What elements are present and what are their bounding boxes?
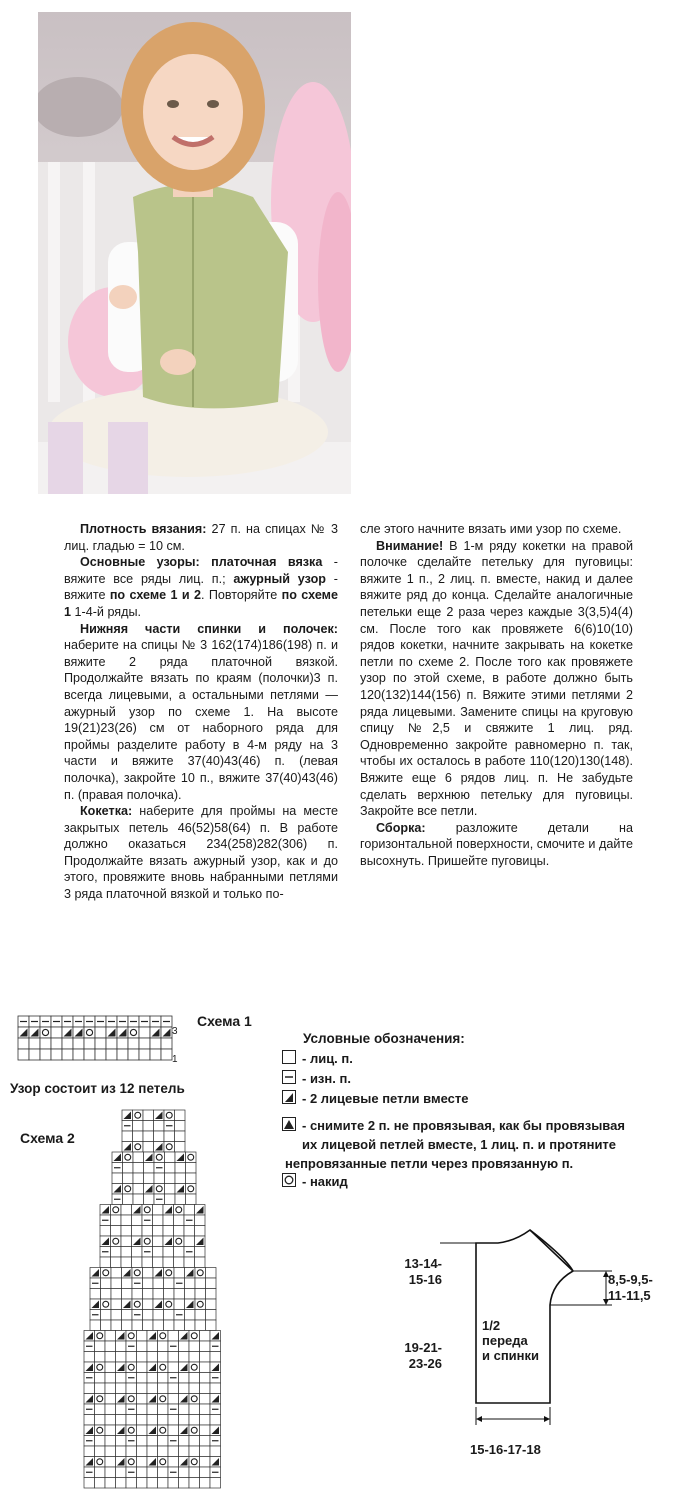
density-paragraph: Плотность вязания: 27 п. на спицах № 3 лиц. гладью = 10 см. [64,522,338,553]
yoke-paragraph: Кокетка: наберите для проймы на месте закрытых петель 46(52)58(64) п. В работе должно оказаться 234(258)282(306) п. Продолжайте вязать ажурный узор, как и до этого, провяжите вновь набранными петлями 3 ряда платочной вязкой и только по- [64,804,338,902]
yarn-over-icon [282,1173,296,1187]
scheme-1-chart [14,1014,184,1070]
lower-parts-paragraph: Нижняя части спинки и полочек: наберите на спицы № 3 162(174)186(198) п. и вяжите 2 ряда платочной вязкой. Продолжайте вязать по краям (полочки)3 п. всегда лицевыми, а остальными петлями — ажурный узор по схеме 1. На высоте 19(21)23(26) см от наборного ряда для проймы разделите работу в 4-м ряду на 3 части и вяжите 37(40)43(46) п. (левая полочка), закройте 10 п., вяжите 37(40)43(46) п. (правая полочка). [64,621,338,802]
legend-sk2p-line-3: непровязанные петли через провязанную п. [285,1156,574,1171]
armhole-measure: 13-14- 15-16 [404,1256,442,1287]
continued-paragraph: сле этого начните вязать ими узор по схеме. [360,522,622,536]
attention-paragraph: Внимание! В 1-м ряду кокетки на правой полочке сделайте петельку для пуговицы: вяжите 1 п., 2 лиц. п. вместе, накид и далее вяжите ряд до конца. Сделайте аналогичные петельки еще 2 раза через каждые 3(3,5)4(4) см. После того как провяжете 6(6)10(10) рядов кокетки, начните закрывать на кокетке петли по схеме 2. После того как провяжете узор по этой схеме, в работе должно быть 120(132)144(156) п. Вяжите этими петлями 2 ряда лицевыми. Замените спицы на круговую спицу №2,5 и свяжите 1 лиц. ряд. Одновременно закройте равномерно п. так, чтобы их осталось в работе 110(120)130(148). Вяжите еще 6 рядов лиц. п. Не забудьте сделать верхнюю петельку для пуговицы. Закройте все петли. [360,538,633,819]
piece-label: 1/2 переда и спинки [482,1318,540,1363]
legend-purl: - изн. п. [282,1070,351,1087]
sk2p-icon [282,1117,296,1131]
legend-knit: - лиц. п. [282,1050,353,1067]
scheme-1-title: Схема 1 [197,1013,252,1029]
legend-yarn-over: - накид [282,1173,348,1190]
instructions-column-1 [64,521,338,903]
scheme-2-chart [80,1108,240,1490]
assembly-paragraph: Сборка: разложите детали на горизонтальной поверхности, смочите и дайте высохнуть. Пришейте пуговицы. [360,820,633,868]
height-measure: 19-21- 23-26 [404,1340,442,1371]
sleeve-measure: 8,5-9,5- 11-11,5 [608,1272,653,1303]
scheme-1-row-3-label: 3 [172,1026,178,1037]
legend-sk2p: - снимите 2 п. не провязывая, как бы провязывая [282,1117,625,1134]
legend-sk2p-line-2: их лицевой петлей вместе, 1 лиц. п. и протяните [302,1137,617,1152]
k2tog-icon [282,1090,296,1104]
patterns-paragraph: Основные узоры: платочная вязка - вяжите все ряды лиц. п.; ажурный узор - вяжите по схеме 1 и 2. Повторяйте по схеме 1 1-4-й ряды. [64,555,338,619]
instructions-column-2 [360,521,633,869]
legend-k2tog: - 2 лицевые петли вместе [282,1090,468,1107]
scheme-1-row-1-label: 1 [172,1054,178,1065]
empty-square-icon [282,1050,296,1064]
width-measure: 15-16-17-18 [470,1442,541,1457]
scheme-1-caption: Узор состоит из 12 петель [10,1081,185,1096]
dash-square-icon [282,1070,296,1084]
girl-photo [38,12,351,494]
scheme-2-title: Схема 2 [20,1130,75,1146]
legend-title: Условные обозначения: [303,1031,465,1046]
